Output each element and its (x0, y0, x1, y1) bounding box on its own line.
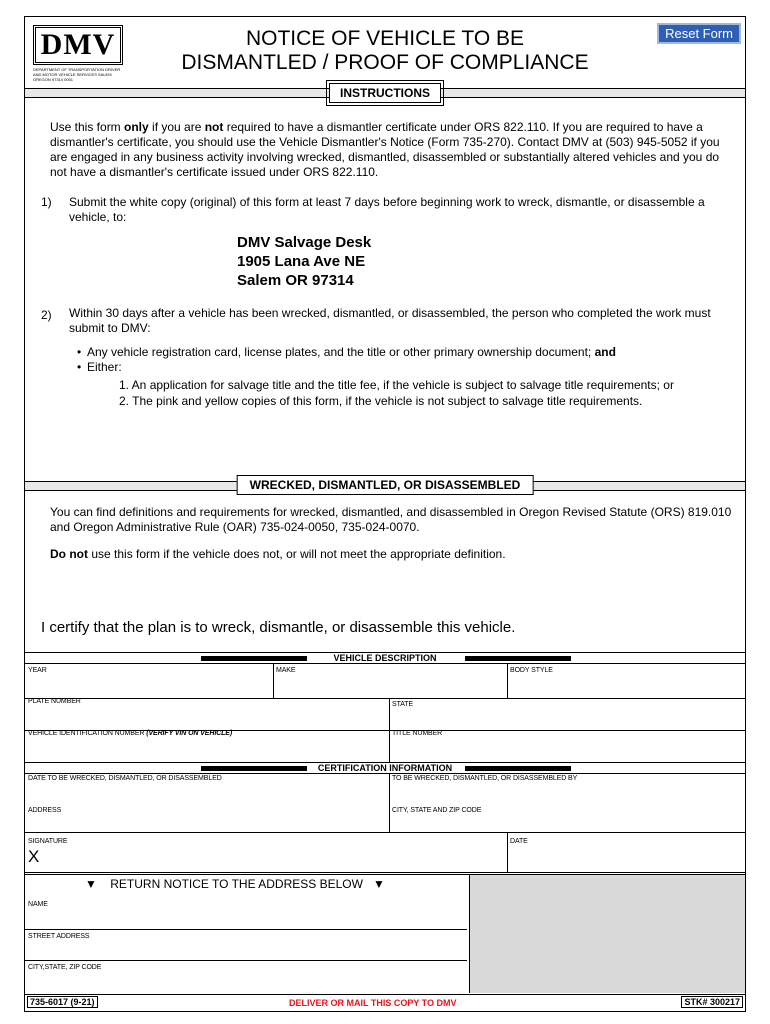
city-state-zip-return-label: CITY,STATE, ZIP CODE (28, 964, 102, 971)
wrecked-bar (25, 478, 745, 492)
date-to-dismantle-label: DATE TO BE WRECKED, DISMANTLED, OR DISASSEMBLED (28, 775, 222, 782)
step-1-text: Submit the white copy (original) of this form at least 7 days before beginning work to wreck, dismantle, or disassemble a vehicle, to: (69, 195, 705, 224)
certify-statement: I certify that the plan is to wreck, dismantle, or disassemble this vehicle. (41, 619, 516, 636)
vin-label: VEHICLE IDENTIFICATION NUMBER (VERIFY VIN ON VEHICLE) (28, 730, 233, 737)
option-2: 2. The pink and yellow copies of this form, if the vehicle is not subject to salvage title requirements. (119, 394, 643, 408)
option-1: 1. An application for salvage title and the title fee, if the vehicle is subject to salvage title requirements; or (119, 378, 674, 392)
stock-number: STK# 300217 (681, 997, 743, 1007)
name-label: NAME (28, 901, 48, 908)
certification-header (25, 762, 745, 774)
reset-form-button[interactable]: Reset Form (657, 23, 741, 44)
wrecked-paragraph: You can find definitions and requirements for wrecked, dismantled, and disassembled in Oregon Revised Statute (ORS) 819.010 and Oregon Administrative Rule (OAR) 735-024-0050, 735-024-0070. (50, 505, 732, 534)
address-label: ADDRESS (28, 807, 62, 814)
return-notice: ▼ RETURN NOTICE TO THE ADDRESS BELOW ▼ (85, 877, 385, 891)
date-label: DATE (510, 838, 528, 845)
instructions-heading: INSTRUCTIONS (329, 83, 441, 103)
make-label: MAKE (276, 667, 296, 674)
body-style-label: BODY STYLE (510, 667, 553, 674)
title-number-label: TITLE NUMBER (392, 730, 443, 737)
vehicle-description-heading: VEHICLE DESCRIPTION (333, 653, 437, 663)
form-title (25, 27, 745, 75)
list-item: • Either: (87, 360, 616, 375)
salvage-address: DMV Salvage Desk 1905 Lana Ave NE Salem OR 97314 (237, 234, 372, 289)
year-label: YEAR (28, 667, 47, 674)
step-1-number: 1) (41, 195, 52, 209)
vehicle-description-header (25, 652, 745, 664)
city-state-zip-label: CITY, STATE AND ZIP CODE (392, 807, 482, 814)
certification-heading: CERTIFICATION INFORMATION (317, 763, 453, 773)
down-arrow-icon: ▼ (85, 877, 97, 891)
title-line-2: DISMANTLED / PROOF OF COMPLIANCE (181, 51, 589, 74)
form-page (24, 16, 746, 1012)
street-address-label: STREET ADDRESS (28, 933, 90, 940)
wrecked-heading: WRECKED, DISMANTLED, OR DISASSEMBLED (237, 475, 534, 495)
intro-paragraph: Use this form only if you are not required to have a dismantler certificate under ORS 822.110. If you are required to have a dismantler's certificate, you should use the Vehicle Dismantler's Notice (Form 735-270). Contact DMV at (503) 945-5052 if you are engaged in any business activity involving wrecked, dismantled, disassembled or substantially altered vehicles and you do not have a dismantler's certificate issued under ORS 822.110. (50, 120, 720, 179)
state-label: STATE (392, 701, 414, 708)
list-item: • Any vehicle registration card, license plates, and the title or other primary ownership document; and (87, 345, 616, 360)
title-line-1: NOTICE OF VEHICLE TO BE (245, 27, 525, 50)
instructions-bar (25, 88, 745, 98)
form-number: 735-6017 (9-21) (27, 997, 98, 1007)
signature-x-mark: X (28, 847, 40, 866)
office-use-area (469, 875, 745, 993)
dismantled-by-label: TO BE WRECKED, DISMANTLED, OR DISASSEMBLED BY (392, 775, 578, 782)
logo-subtitle: DEPARTMENT OF TRANSPORTATION DRIVER AND MOTOR VEHICLE SERVICES SALEM OREGON 97314 0001 (33, 67, 121, 82)
deliver-instruction: DELIVER OR MAIL THIS COPY TO DMV (289, 998, 457, 1008)
requirements-list (87, 345, 616, 375)
do-not-note: Do not use this form if the vehicle does not, or will not meet the appropriate definition. (50, 547, 506, 561)
plate-number-label: PLATE NUMBER (28, 698, 81, 705)
logo-text: DMV (40, 28, 116, 61)
step-2-number: 2) (41, 308, 52, 322)
down-arrow-icon: ▼ (372, 877, 385, 891)
step-2-text: Within 30 days after a vehicle has been wrecked, dismantled, or disassembled, the person who completed the work must submit to DMV: (69, 306, 711, 335)
signature-label: SIGNATURE (28, 838, 68, 845)
